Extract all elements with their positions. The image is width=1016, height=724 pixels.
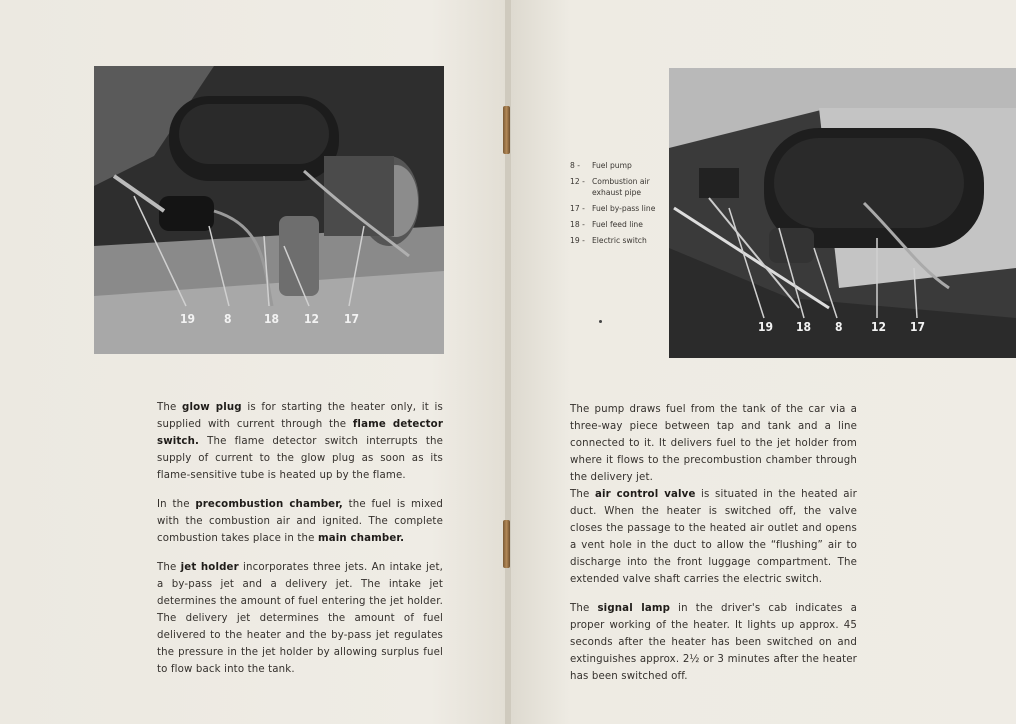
text-run: is situated in the heated air duct. When the heater is switched off, the valve closes the passage to the heated air outlet and opens a vent hole in the duct to allow the “flushing” air to discharge into the front luggage compartment. The extended valve shaft carries the electric switch.	[570, 489, 857, 585]
text-run: The	[570, 603, 598, 614]
legend-item	[570, 160, 662, 171]
page-mark	[599, 320, 602, 323]
legend-number: 19 -	[570, 236, 585, 245]
left-body-text	[157, 399, 443, 678]
text-run: The	[157, 402, 183, 413]
bold-term: flame detector switch.	[157, 419, 443, 447]
bold-term: main chamber.	[317, 533, 405, 544]
paragraph	[157, 399, 443, 484]
legend-number: 17 -	[570, 204, 585, 213]
callout-8: 8	[224, 312, 232, 326]
bold-term: air control valve	[594, 489, 696, 500]
paragraph	[570, 600, 857, 685]
bold-term: jet holder	[180, 562, 239, 573]
callout-12: 12	[871, 320, 887, 334]
text-run: incorporates three jets. An intake jet, a by-pass jet and a delivery jet. The intake jet determines the amount of fuel entering the jet holder. The delivery jet determines the amount of fuel delivered to the heater and the by-pass jet regulates the pressure in the jet holder by allowing surplus fuel to flow back into the tank.	[157, 562, 443, 675]
legend-item	[570, 176, 662, 198]
text-run: In the	[157, 499, 196, 510]
paragraph	[157, 559, 443, 678]
heater-photo-right	[669, 68, 1016, 358]
heater-illustration-left	[94, 66, 444, 354]
text-run: the fuel is mixed with the combustion air and ignited. The complete combustion takes place in the	[157, 499, 444, 544]
callout-17: 17	[344, 312, 360, 326]
text-run: The	[157, 562, 181, 573]
right-body-text	[570, 401, 857, 685]
legend-label: Fuel feed line	[592, 220, 643, 229]
text-run: in the driver's cab indicates a proper working of the heater. It lights up approx. 45 seconds after the heater has been switched on and extinguishes approx. 2½ or 3 minutes after the heater has been switched off.	[570, 603, 857, 682]
staple-bottom	[503, 520, 510, 568]
legend-label: Electric switch	[592, 236, 647, 245]
legend-item	[570, 219, 662, 230]
bold-term: precombustion chamber,	[195, 499, 343, 510]
callout-19: 19	[180, 312, 196, 326]
legend-label: Fuel pump	[592, 161, 632, 170]
callout-17: 17	[910, 320, 926, 334]
text-run: The pump draws fuel from the tank of the car via a three-way piece between tap and tank and a line connected to it. It delivers fuel to the jet holder from where it flows to the precombustion chamber through the delivery jet.	[570, 404, 857, 483]
callout-19: 19	[758, 320, 774, 334]
bold-term: glow plug	[182, 402, 242, 413]
paragraph	[157, 496, 443, 547]
paragraph	[570, 486, 857, 588]
text-run: The	[570, 489, 595, 500]
legend-number: 18 -	[570, 220, 585, 229]
legend-label: Combustion air exhaust pipe	[592, 177, 650, 197]
callout-12: 12	[304, 312, 320, 326]
legend-label: Fuel by-pass line	[592, 204, 656, 213]
text-run: The flame detector switch interrupts the supply of current to the glow plug as soon as its flame-sensitive tube is heated up by the flame.	[157, 436, 443, 481]
callout-18: 18	[796, 320, 812, 334]
photo-legend	[570, 160, 662, 251]
text-run: is for starting the heater only, it is supplied with current through the	[157, 402, 443, 430]
bold-term: signal lamp	[597, 603, 671, 614]
legend-number: 12 -	[570, 177, 585, 186]
staple-top	[503, 106, 510, 154]
legend-item	[570, 203, 662, 214]
callout-18: 18	[264, 312, 280, 326]
heater-illustration-right	[669, 68, 1016, 358]
legend-number: 8 -	[570, 161, 580, 170]
paragraph	[570, 401, 857, 486]
legend-item	[570, 235, 662, 246]
heater-photo-left	[94, 66, 444, 354]
callout-8: 8	[835, 320, 843, 334]
